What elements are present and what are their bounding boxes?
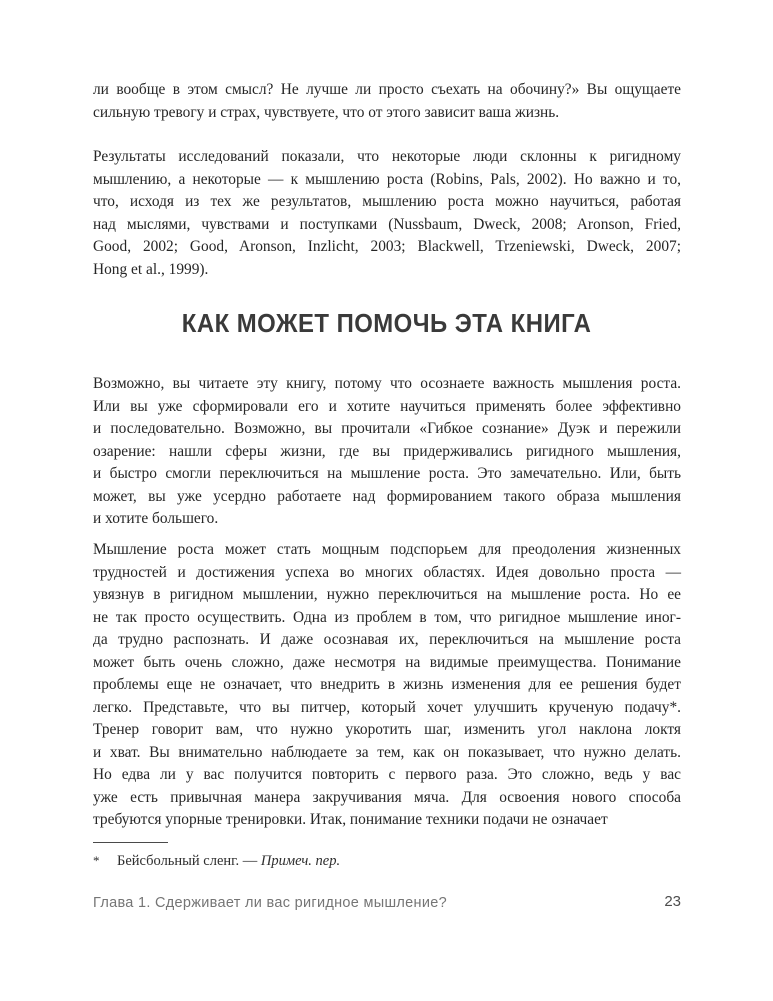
text-line: Возможно, вы читаете эту книгу, потому что осознаете важность мышления роста. — [93, 375, 681, 392]
footnote-text: Бейсбольный сленг. — — [117, 853, 258, 869]
paragraph — [93, 146, 681, 281]
section-heading — [93, 306, 681, 340]
text-line: не так просто осуществить. Одна из проблем в том, что ригидное мышление иног- — [93, 608, 681, 626]
text-line: трудностей и достижения успеха во многих областях. Идея довольно проста — — [93, 563, 681, 581]
footnote-source: Примеч. пер. — [260, 853, 341, 869]
text-line: и последовательно. Возможно, вы прочитали «Гибкое сознание» Дуэк и пережили — [93, 420, 681, 437]
footnote-divider — [93, 842, 168, 843]
text-line: над мыслями, чувствами и поступками (Nussbaum, Dweck, 2008; Aronson, Fried, — [93, 215, 681, 233]
text-line: Hong et al., 1999). — [93, 260, 209, 278]
text-line: и хотите большего. — [93, 510, 219, 527]
paragraph — [93, 539, 681, 832]
text-line: что, исходя из тех же результатов, мышлению роста можно научиться, работая — [93, 193, 681, 210]
running-title: Глава 1. Сдерживает ли вас ригидное мышление? — [93, 895, 447, 911]
footnote — [93, 851, 681, 871]
section-heading-text: КАК МОЖЕТ ПОМОЧЬ ЭТА КНИГА — [182, 308, 592, 338]
paragraph — [93, 79, 681, 124]
page-number: 23 — [664, 893, 681, 910]
text-line: Тренер говорит вам, что нужно укоротить шаг, изменить угол наклона локтя — [93, 721, 681, 738]
text-line: озарение: нашли сферы жизни, где вы придерживались ригидного мышления, — [93, 442, 681, 460]
text-line: может, вы уже усердно работаете над формированием такого образа мышления — [93, 487, 681, 505]
text-line: да трудно распознать. И даже осознавая их, переключиться на мышление роста — [93, 631, 681, 648]
text-line: и хват. Вы внимательно наблюдаете за тем, как он показывает, что нужно делать. — [93, 743, 681, 761]
text-line: может быть очень сложно, даже несмотря на видимые преимущества. Понимание — [93, 653, 681, 671]
text-line: уже есть привычная манера закручивания мяча. Для освоения нового способа — [93, 788, 681, 806]
text-line: Результаты исследований показали, что некоторые люди склонны к ригидному — [93, 148, 681, 165]
text-line: легко. Представьте, что вы питчер, который хочет улучшить крученую подачу*. — [93, 698, 681, 716]
paragraph — [93, 373, 681, 531]
text-line: Или вы уже сформировали его и хотите научиться применять более эффективно — [93, 397, 681, 415]
text-line: Good, 2002; Good, Aronson, Inzlicht, 2003; Blackwell, Trzeniewski, Dweck, 2007; — [93, 238, 681, 255]
text-line: Но едва ли у вас получится повторить с первого раза. Это сложно, ведь у вас — [93, 766, 681, 783]
text-line: требуются упорные тренировки. Итак, понимание техники подачи не означает — [93, 811, 608, 828]
text-line: мышлению, а некоторые — к мышлению роста (Robins, Pals, 2002). Но важно и то, — [93, 170, 681, 188]
text-line: увязнув в ригидном мышлении, нужно переключиться на мышление роста. Но ее — [93, 586, 681, 603]
text-line: и быстро смогли переключиться на мышление роста. Это замечательно. Или, быть — [93, 465, 681, 482]
text-line: проблемы еще не означает, что внедрить в жизнь изменения для ее решения будет — [93, 676, 681, 693]
text-line: ли вообще в этом смысл? Не лучше ли просто съехать на обочину?» Вы ощущаете — [93, 81, 681, 98]
footnote-marker: * — [93, 853, 100, 868]
text-line: сильную тревогу и страх, чувствуете, что от этого зависит ваша жизнь. — [93, 103, 560, 121]
text-line: Мышление роста может стать мощным подспорьем для преодоления жизненных — [93, 541, 681, 558]
